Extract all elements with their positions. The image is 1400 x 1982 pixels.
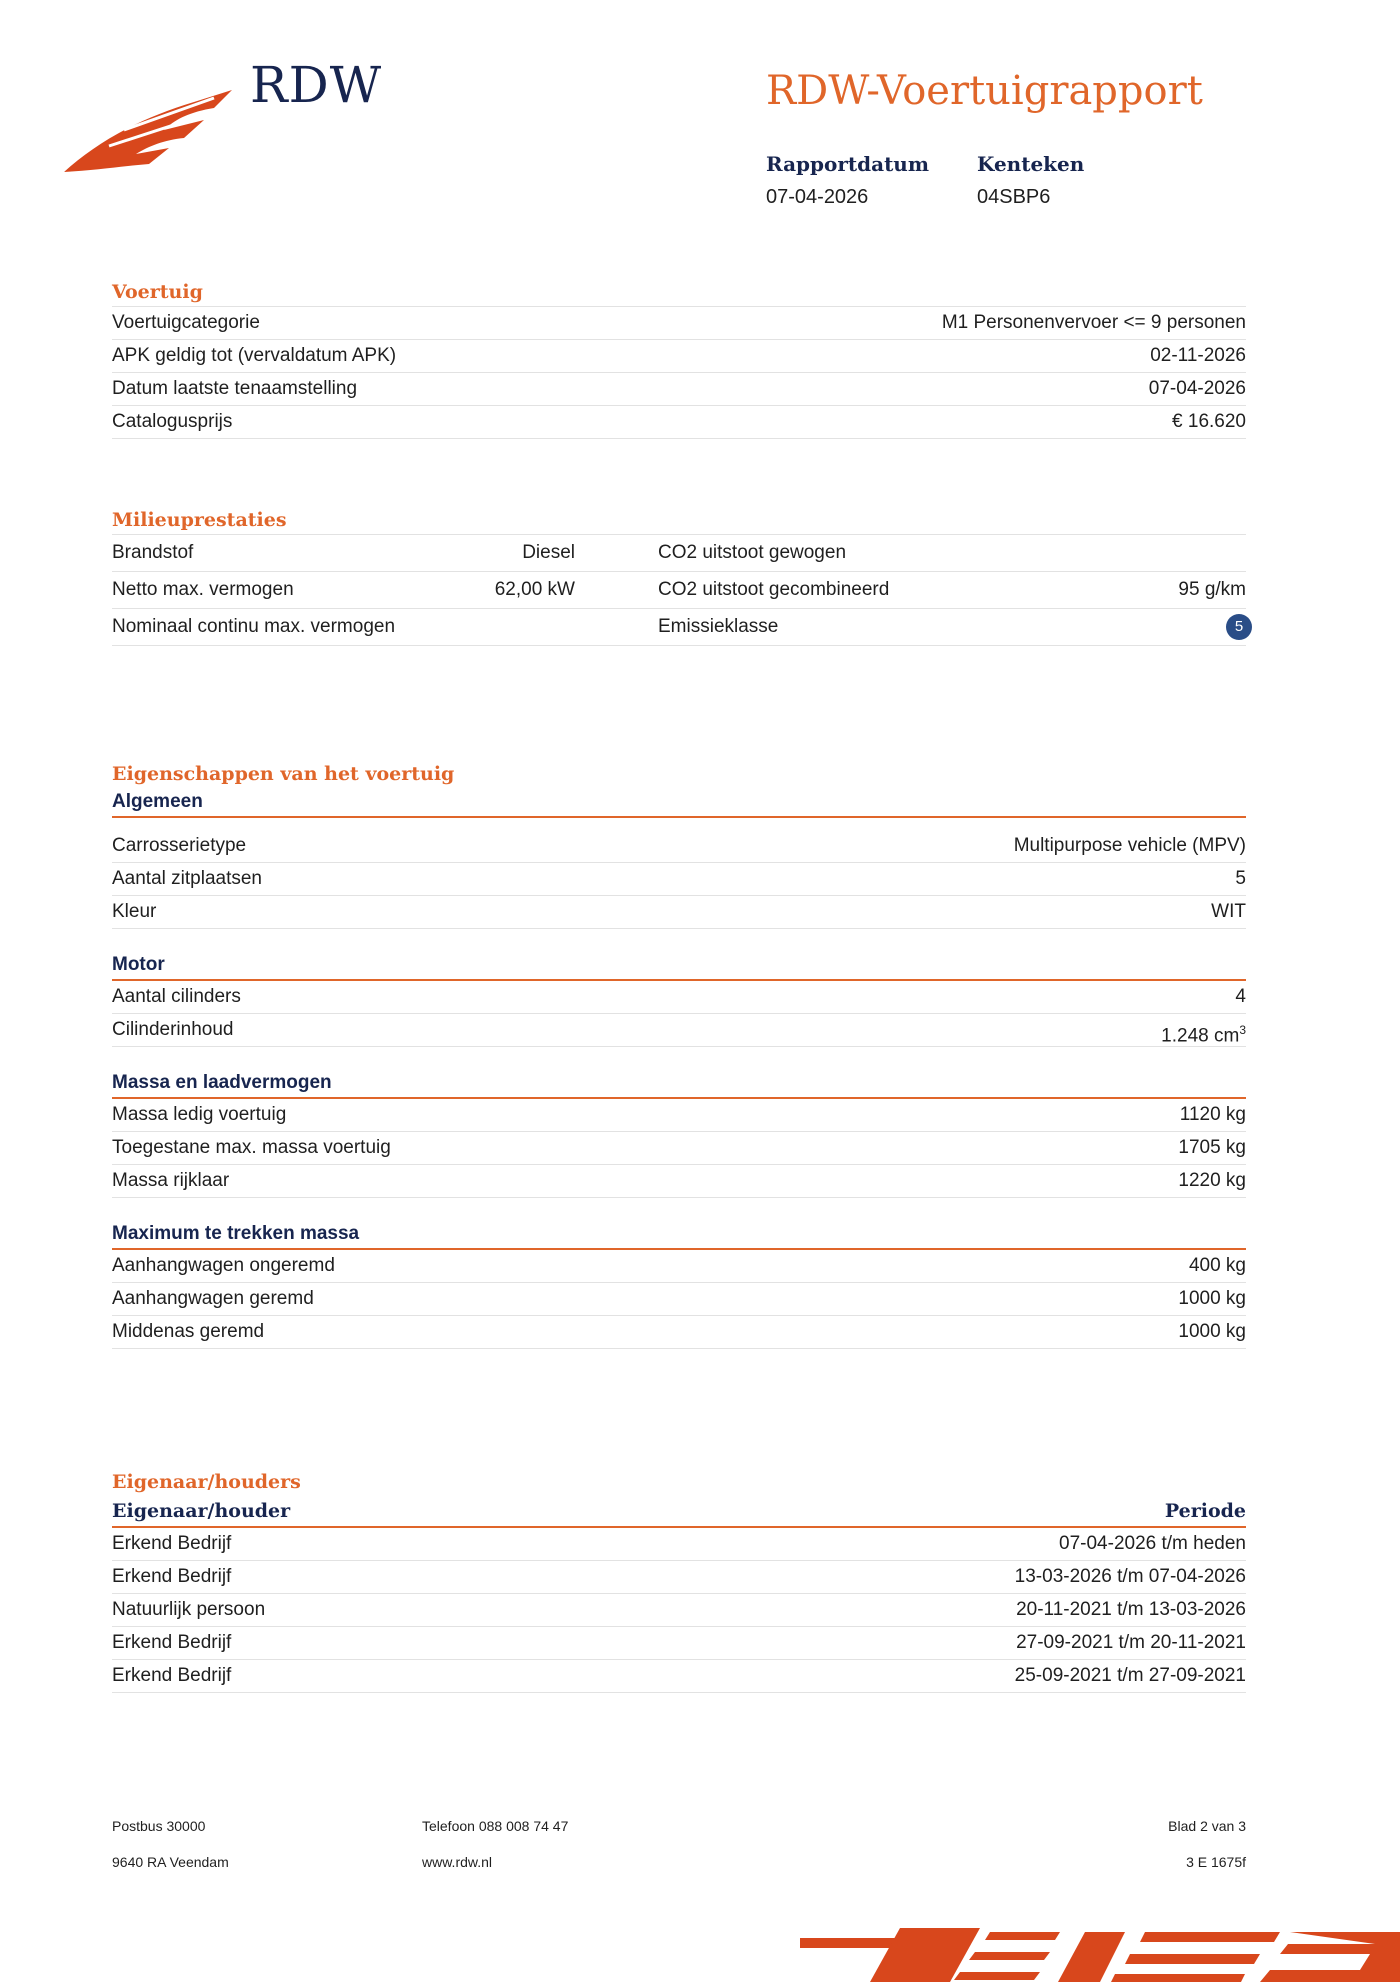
table-row bbox=[112, 862, 1246, 895]
rdw-logo-icon bbox=[64, 90, 234, 180]
row-value: 62,00 kW bbox=[494, 579, 575, 600]
period-cell: 20-11-2021 t/m 13-03-2026 bbox=[1016, 1599, 1246, 1620]
table-row bbox=[112, 1282, 1246, 1315]
table-row bbox=[112, 1528, 1246, 1560]
row-value: € 16.620 bbox=[1172, 411, 1246, 432]
table-row bbox=[112, 339, 1246, 372]
row-label: Brandstof bbox=[112, 542, 194, 563]
row-value: 1000 kg bbox=[1178, 1321, 1246, 1342]
row-label: Aantal zitplaatsen bbox=[112, 868, 262, 889]
report-date-value: 07-04-2026 bbox=[766, 186, 869, 208]
emission-class-badge: 5 bbox=[1226, 614, 1252, 640]
footer-city: 9640 RA Veendam bbox=[112, 1854, 229, 1870]
row-label: APK geldig tot (vervaldatum APK) bbox=[112, 345, 397, 366]
row-label: Datum laatste tenaamstelling bbox=[112, 378, 358, 399]
column-header-period: Periode bbox=[1164, 1500, 1246, 1522]
section-eigenschappen bbox=[112, 760, 1246, 1349]
table-row bbox=[112, 1593, 1246, 1626]
table-row bbox=[112, 1250, 1246, 1282]
section-title: Eigenaar/houders bbox=[112, 1471, 301, 1493]
row-value: Diesel bbox=[522, 542, 575, 563]
row-value: 400 kg bbox=[1188, 1255, 1246, 1276]
table-row bbox=[112, 372, 1246, 405]
table-row bbox=[112, 1659, 1246, 1693]
report-title: RDW-Voertuigrapport bbox=[766, 68, 1203, 114]
table-row bbox=[112, 895, 1246, 929]
table-row bbox=[112, 405, 1246, 439]
massa-table bbox=[112, 1099, 1246, 1198]
owners-table-header bbox=[112, 1496, 1246, 1528]
milieu-table bbox=[112, 534, 1246, 646]
trekken-table bbox=[112, 1250, 1246, 1349]
row-label: Cilinderinhoud bbox=[112, 1019, 234, 1040]
period-cell: 13-03-2026 t/m 07-04-2026 bbox=[1014, 1566, 1246, 1587]
row-label: Massa ledig voertuig bbox=[112, 1104, 287, 1125]
section-title: Milieuprestaties bbox=[112, 509, 287, 531]
row-label: CO2 uitstoot gecombineerd bbox=[658, 579, 890, 600]
owner-cell: Erkend Bedrijf bbox=[112, 1665, 232, 1686]
footer-web[interactable]: www.rdw.nl bbox=[422, 1854, 493, 1870]
row-value: 4 bbox=[1235, 986, 1246, 1007]
footer-phone: Telefoon 088 008 74 47 bbox=[422, 1818, 569, 1834]
report-date-label: Rapportdatum bbox=[766, 152, 930, 176]
column-header-owner: Eigenaar/houder bbox=[112, 1500, 291, 1522]
row-label: Kleur bbox=[112, 901, 157, 922]
table-row bbox=[112, 1164, 1246, 1198]
voertuig-table bbox=[112, 306, 1246, 439]
plate-value: 04SBP6 bbox=[977, 186, 1051, 208]
table-row bbox=[112, 981, 1246, 1013]
row-value: 1220 kg bbox=[1178, 1170, 1246, 1191]
plate-block bbox=[977, 152, 1084, 209]
table-row bbox=[112, 1560, 1246, 1593]
row-label: Toegestane max. massa voertuig bbox=[112, 1137, 391, 1158]
section-voertuig bbox=[112, 278, 1246, 439]
table-row bbox=[112, 1099, 1246, 1131]
row-value: 95 g/km bbox=[1178, 579, 1246, 600]
table-row bbox=[112, 1131, 1246, 1164]
row-value: 1000 kg bbox=[1178, 1288, 1246, 1309]
section-title: Voertuig bbox=[112, 281, 203, 303]
footer-code: 3 E 1675f bbox=[1186, 1854, 1246, 1870]
footer-page: Blad 2 van 3 bbox=[1168, 1818, 1246, 1834]
row-label: CO2 uitstoot gewogen bbox=[658, 542, 847, 563]
row-value: 02-11-2026 bbox=[1150, 345, 1246, 366]
algemeen-table bbox=[112, 830, 1246, 929]
table-row bbox=[112, 1315, 1246, 1349]
subsection-title: Motor bbox=[112, 951, 1246, 981]
row-label: Netto max. vermogen bbox=[112, 579, 294, 600]
motor-table bbox=[112, 981, 1246, 1047]
row-label: Emissieklasse bbox=[658, 616, 779, 637]
report-date-block bbox=[766, 152, 929, 209]
row-label: Aanhangwagen ongeremd bbox=[112, 1255, 335, 1276]
row-label: Aanhangwagen geremd bbox=[112, 1288, 314, 1309]
subsection-title: Algemeen bbox=[112, 788, 1246, 818]
row-value: 07-04-2026 bbox=[1148, 378, 1246, 399]
table-row bbox=[112, 306, 1246, 339]
row-label: Nominaal continu max. vermogen bbox=[112, 616, 396, 637]
row-value: 1120 kg bbox=[1179, 1104, 1246, 1125]
unit-superscript: 3 bbox=[1239, 1023, 1246, 1037]
row-label: Voertuigcategorie bbox=[112, 312, 260, 333]
row-value: Multipurpose vehicle (MPV) bbox=[1013, 835, 1246, 856]
owners-table bbox=[112, 1528, 1246, 1693]
section-eigenaren bbox=[112, 1468, 1246, 1693]
row-label: Carrosserietype bbox=[112, 835, 247, 856]
subsection-title: Massa en laadvermogen bbox=[112, 1069, 1246, 1099]
row-value: WIT bbox=[1211, 901, 1246, 922]
section-milieu bbox=[112, 506, 1246, 646]
table-row bbox=[112, 1626, 1246, 1659]
table-row bbox=[112, 1013, 1246, 1047]
owner-cell: Erkend Bedrijf bbox=[112, 1533, 232, 1554]
owner-cell: Erkend Bedrijf bbox=[112, 1632, 232, 1653]
row-value: 5 bbox=[1235, 868, 1246, 889]
subsection-title: Maximum te trekken massa bbox=[112, 1220, 1246, 1250]
logo-text: RDW bbox=[250, 56, 383, 114]
row-value: M1 Personenvervoer <= 9 personen bbox=[941, 312, 1246, 333]
period-cell: 27-09-2021 t/m 20-11-2021 bbox=[1016, 1632, 1246, 1653]
footer-stripes-decoration bbox=[800, 1928, 1400, 1982]
table-row bbox=[112, 830, 1246, 862]
table-row bbox=[112, 571, 1246, 608]
period-cell: 07-04-2026 t/m heden bbox=[1059, 1533, 1246, 1554]
owner-cell: Natuurlijk persoon bbox=[112, 1599, 266, 1620]
row-value: 1705 kg bbox=[1178, 1137, 1246, 1158]
owner-cell: Erkend Bedrijf bbox=[112, 1566, 232, 1587]
row-label: Aantal cilinders bbox=[112, 986, 241, 1007]
row-label: Massa rijklaar bbox=[112, 1170, 230, 1191]
table-row bbox=[112, 608, 1246, 646]
row-label: Catalogusprijs bbox=[112, 411, 233, 432]
row-value bbox=[1161, 1014, 1246, 1046]
footer-postbus: Postbus 30000 bbox=[112, 1818, 206, 1834]
table-row bbox=[112, 534, 1246, 571]
row-label: Middenas geremd bbox=[112, 1321, 265, 1342]
section-title: Eigenschappen van het voertuig bbox=[112, 763, 455, 785]
row-value-text: 1.248 cm bbox=[1161, 1025, 1240, 1047]
plate-label: Kenteken bbox=[977, 152, 1085, 176]
period-cell: 25-09-2021 t/m 27-09-2021 bbox=[1014, 1665, 1246, 1686]
